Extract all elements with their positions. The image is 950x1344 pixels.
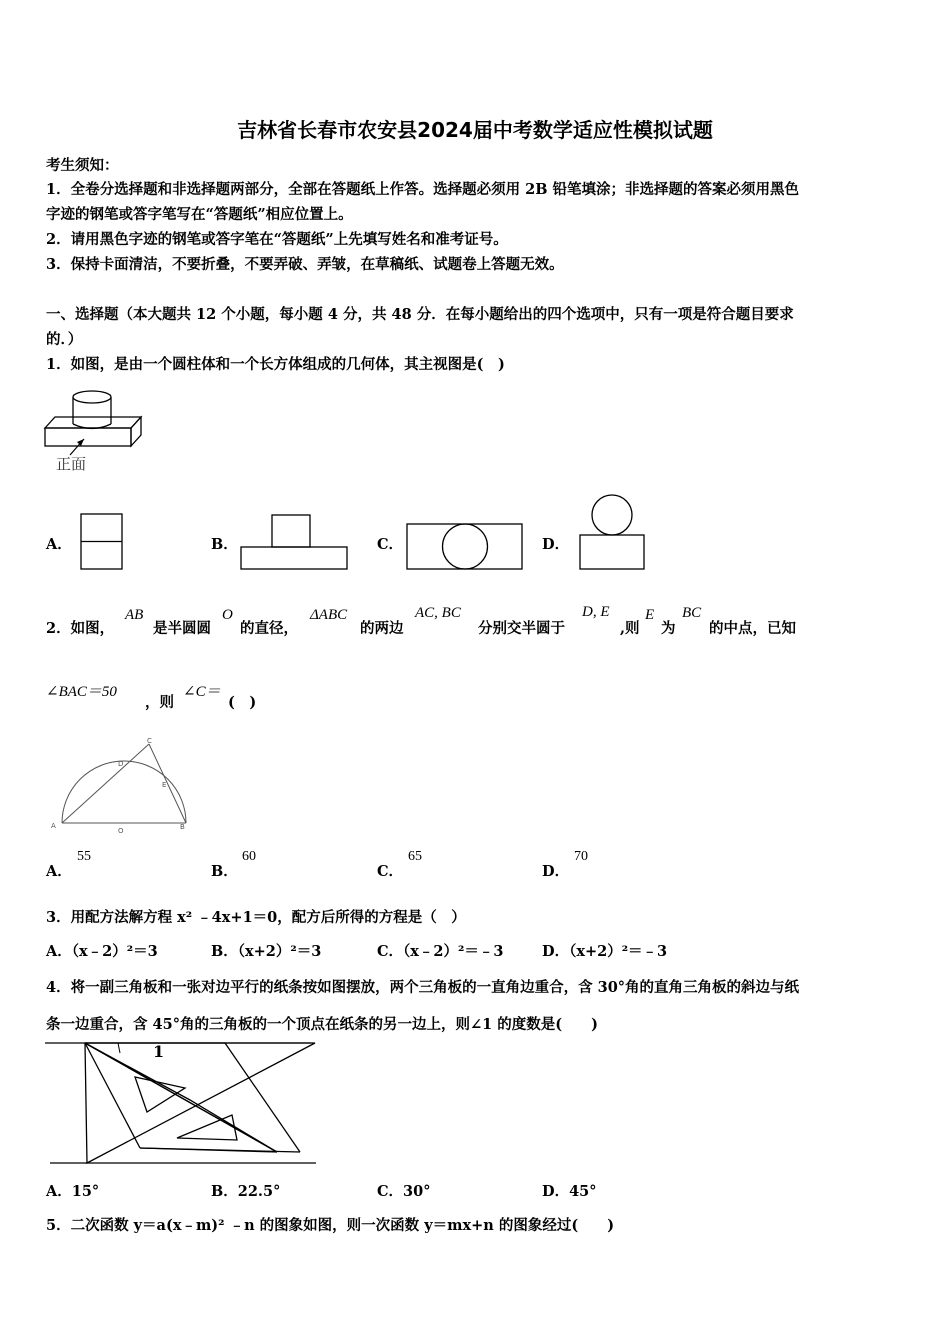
q2-math-bc: BC xyxy=(682,605,702,621)
q2-option-c-value: 65 xyxy=(408,849,422,864)
q3-text: 3．用配方法解方程 x² ﹣4x+1＝0，配方后所得的方程是（ ） xyxy=(46,909,466,926)
q1-option-d-label: D． xyxy=(542,536,570,553)
q2-option-b-value: 60 xyxy=(242,849,256,864)
q1-option-a-label: A． xyxy=(46,536,72,553)
q1-option-b-label: B． xyxy=(211,536,238,553)
q2-text-9: ，则 xyxy=(145,694,174,711)
q2-option-b-letter: B． xyxy=(211,863,238,880)
q2-text-7: 为 xyxy=(661,620,676,637)
q4-option-c: C．30° xyxy=(377,1183,431,1200)
q1-option-a-figure xyxy=(80,512,124,572)
q2-option-d-letter: D． xyxy=(542,863,570,880)
q2-math-angle-bac: ∠BAC＝50 xyxy=(46,684,117,700)
q1-text: 1．如图，是由一个圆柱体和一个长方体组成的几何体，其主视图是( ) xyxy=(46,356,505,373)
page-title: 吉林省长春市农安县2024届中考数学适应性模拟试题 xyxy=(237,118,713,142)
q2-fig-label-o: O xyxy=(118,827,124,835)
notice-heading: 考生须知： xyxy=(46,157,119,174)
notice-item-3: 3．保持卡面清洁，不要折叠，不要弄破、弄皱，在草稿纸、试题卷上答题无效。 xyxy=(46,256,564,273)
q4-triangle-figure xyxy=(45,1040,320,1168)
q2-fig-label-b: B xyxy=(180,823,185,831)
q2-math-ac-bc: AC, BC xyxy=(415,605,461,621)
q2-option-c-letter: C． xyxy=(377,863,404,880)
q1-option-c-figure xyxy=(405,522,525,572)
q2-math-angle-c: ∠C＝ xyxy=(183,684,221,700)
q2-math-triangle: ΔABC xyxy=(310,607,348,623)
q2-text-6: ,则 xyxy=(620,620,640,637)
q1-option-b-figure xyxy=(240,513,350,571)
q3-option-b: B．（x+2）²＝3 xyxy=(211,943,322,960)
q4-option-b: B．22.5° xyxy=(211,1183,281,1200)
q2-fig-label-e: E xyxy=(162,781,167,789)
q2-math-d-e: D, E xyxy=(582,604,610,620)
section-heading-line1: 一、选择题（本大题共 12 个小题，每小题 4 分，共 48 分．在每小题给出的四个选项中，只有一项是符合题目要求 xyxy=(46,306,794,323)
q2-text-1: 2．如图， xyxy=(46,620,115,637)
q1-front-label: 正面 xyxy=(56,455,87,473)
q2-math-ab: AB xyxy=(125,607,144,623)
q1-option-d-figure xyxy=(578,492,648,572)
q5-text: 5．二次函数 y＝a(x﹣m)² ﹣n 的图象如图，则一次函数 y＝mx+n 的图象经过( ) xyxy=(46,1217,615,1234)
section-heading-line2: 的．） xyxy=(46,331,83,348)
q2-text-5: 分别交半圆于 xyxy=(478,620,565,637)
q2-text-3: 的直径， xyxy=(240,620,298,637)
q2-option-a-letter: A． xyxy=(46,863,72,880)
q2-semicircle-figure xyxy=(48,735,198,835)
q4-text-line2: 条一边重合，含 45°角的三角板的一个顶点在纸条的另一边上，则∠1 的度数是( ) xyxy=(46,1016,598,1033)
q3-option-d: D．（x+2）²＝﹣3 xyxy=(542,943,668,960)
notice-item-1b: 字迹的钢笔或答字笔写在“答题纸”相应位置上。 xyxy=(46,206,353,223)
q4-option-a: A．15° xyxy=(46,1183,100,1200)
q4-text-line1: 4．将一副三角板和一张对边平行的纸条按如图摆放，两个三角板的一直角边重合，含 30°角的直角三角板的斜边与纸 xyxy=(46,979,800,996)
notice-item-1a: 1．全卷分选择题和非选择题两部分，全部在答题纸上作答。选择题必须用 2B 铅笔填涂；非选择题的答案必须用黑色 xyxy=(46,181,800,198)
q2-option-d-value: 70 xyxy=(574,849,588,864)
q4-option-d: D．45° xyxy=(542,1183,597,1200)
q2-option-a-value: 55 xyxy=(77,849,91,864)
q2-text-2: 是半圆圆 xyxy=(153,620,211,637)
q3-option-c: C．（x﹣2）²＝﹣3 xyxy=(377,943,504,960)
q2-fig-label-c: C xyxy=(147,737,152,745)
q2-text-8: 的中点，已知 xyxy=(709,620,796,637)
q3-option-a: A．（x﹣2）²＝3 xyxy=(46,943,158,960)
q2-text-10: ( ) xyxy=(228,694,257,711)
q2-text-4: 的两边 xyxy=(360,620,404,637)
q2-math-e: E xyxy=(645,607,655,623)
q2-math-o: O xyxy=(222,607,233,623)
q2-fig-label-d: D xyxy=(118,760,124,768)
q4-angle-label: 1 xyxy=(153,1042,165,1061)
q1-option-c-label: C． xyxy=(377,536,404,553)
q2-fig-label-a: A xyxy=(51,822,56,830)
notice-item-2: 2．请用黑色字迹的钢笔或答字笔在“答题纸”上先填写姓名和准考证号。 xyxy=(46,231,508,248)
